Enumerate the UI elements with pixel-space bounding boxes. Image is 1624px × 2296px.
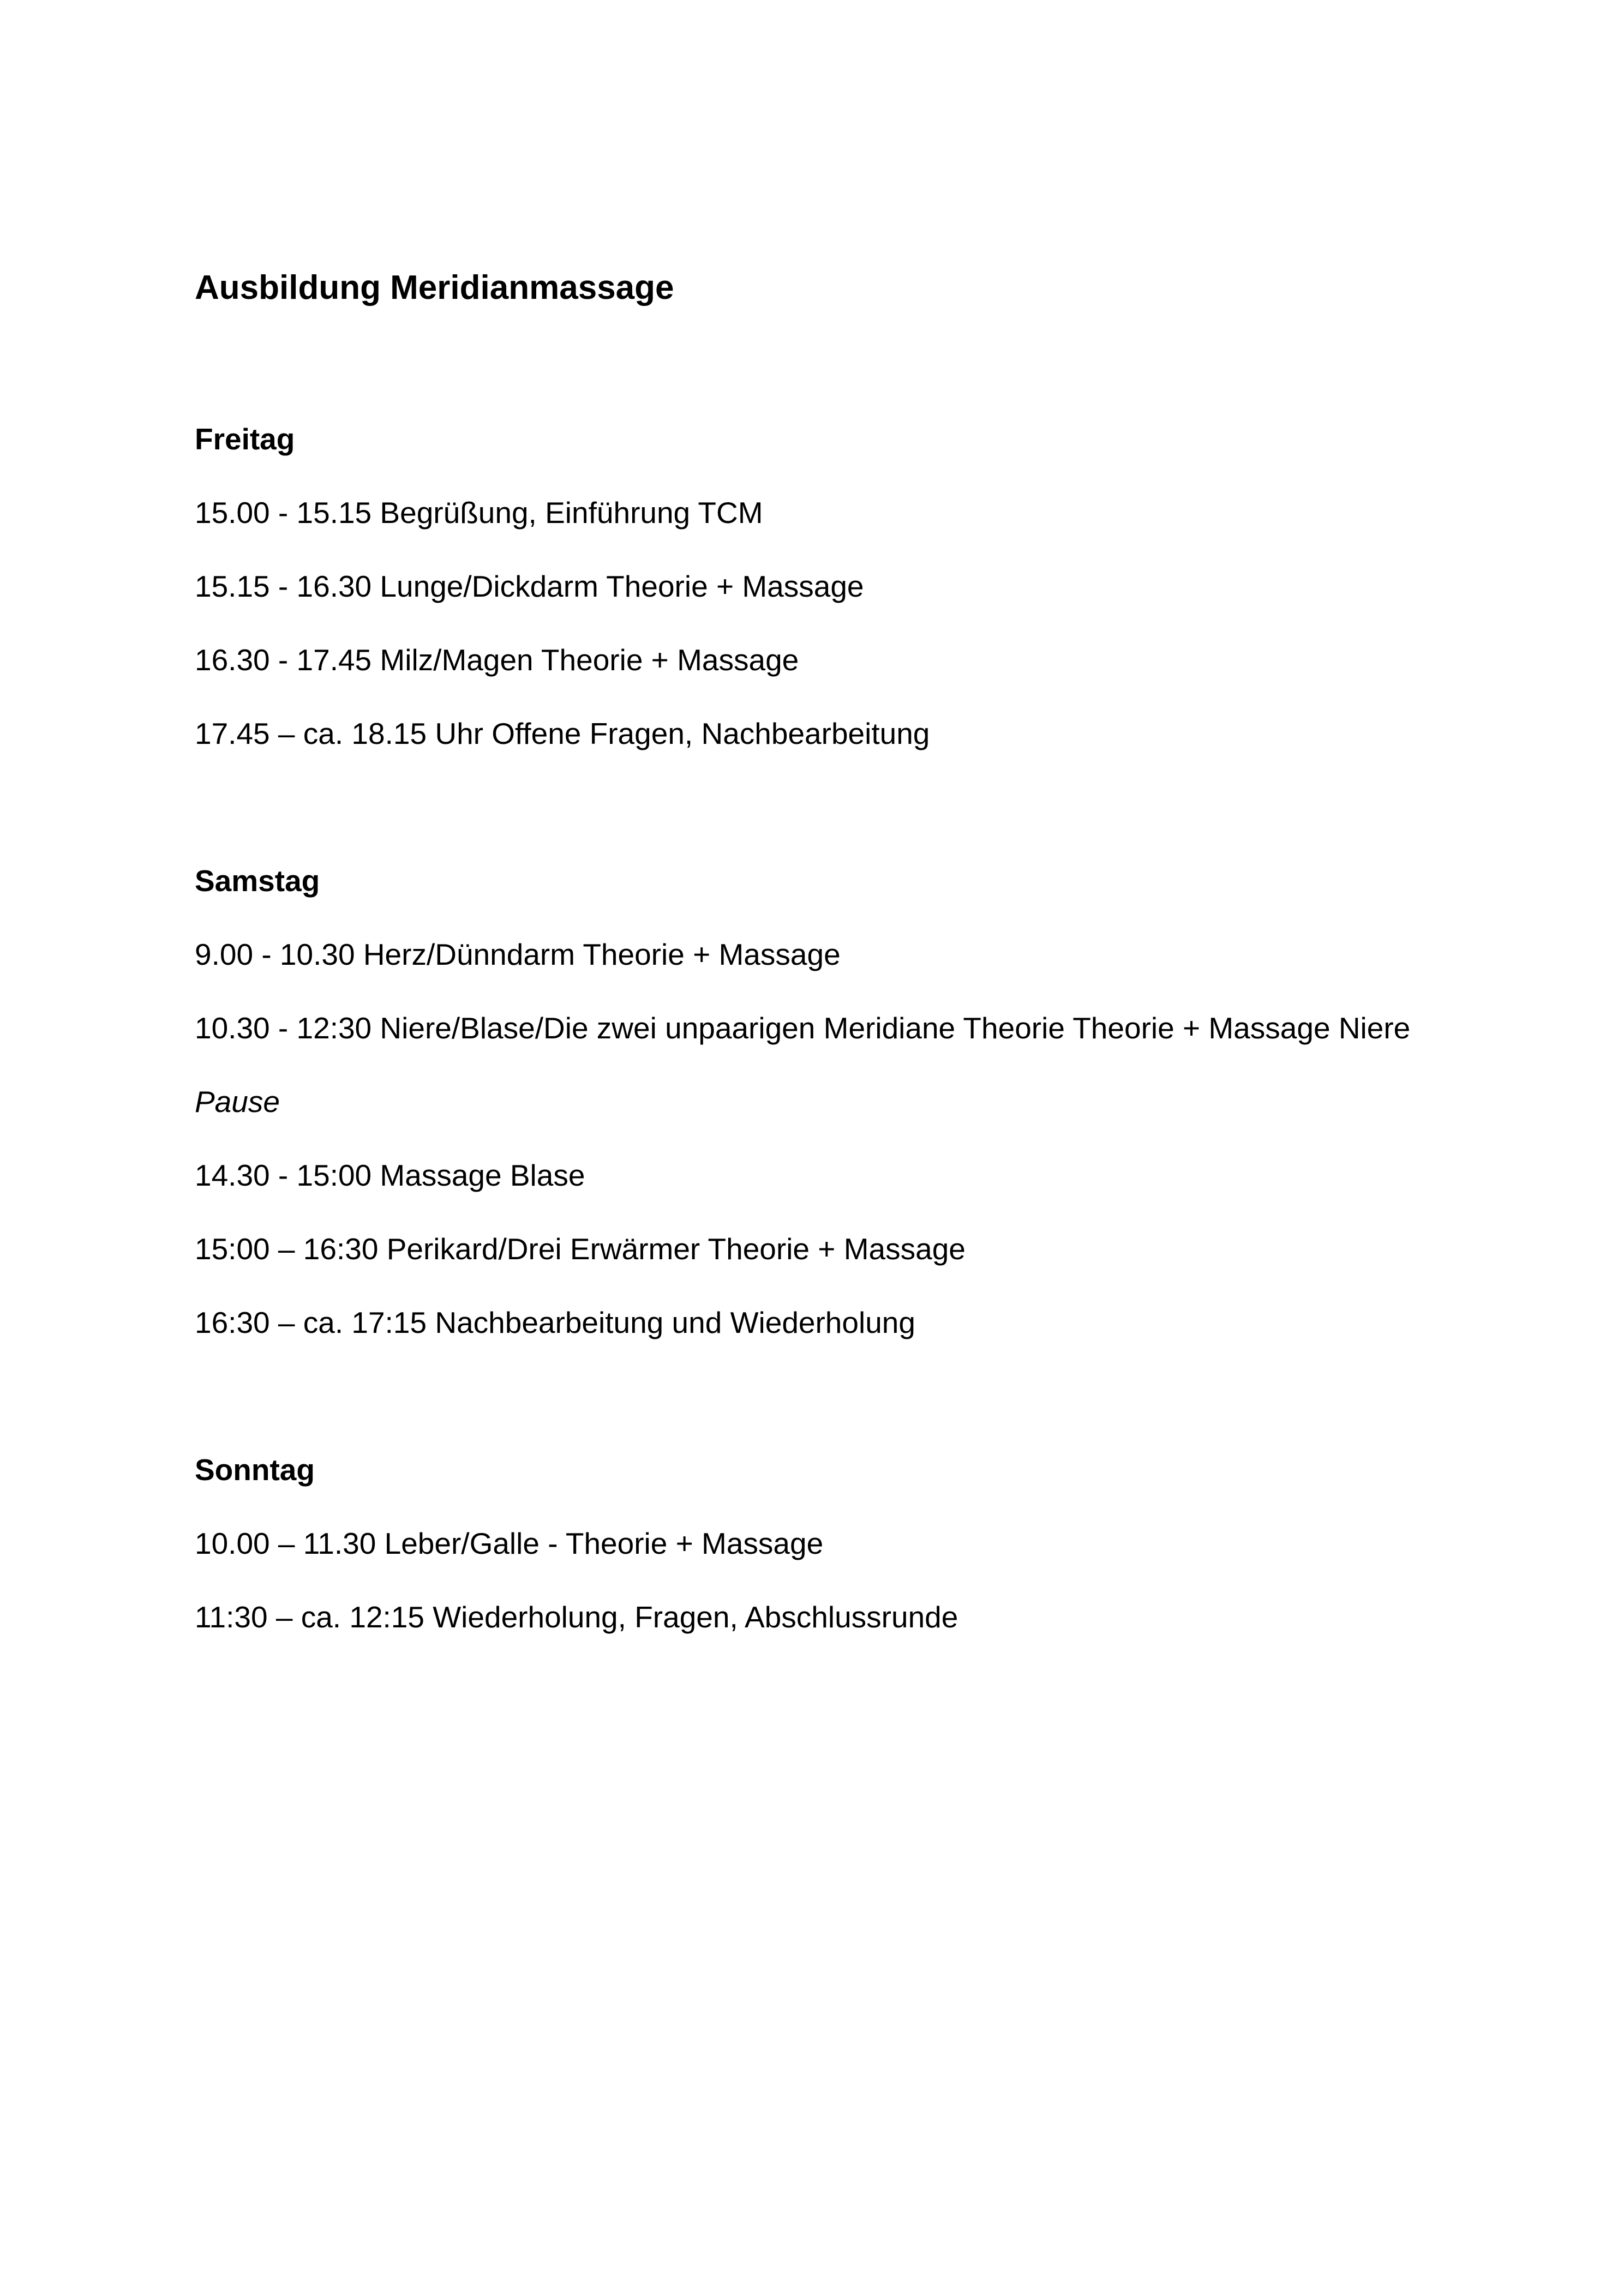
schedule-item: 17.45 – ca. 18.15 Uhr Offene Fragen, Nachbearbeitung xyxy=(195,717,930,750)
schedule-item: 15:00 – 16:30 Perikard/Drei Erwärmer Theorie + Massage xyxy=(195,1232,966,1266)
schedule-item: 16.30 - 17.45 Milz/Magen Theorie + Massage xyxy=(195,643,799,677)
document-title: Ausbildung Meridianmassage xyxy=(195,269,674,306)
schedule-item: 15.00 - 15.15 Begrüßung, Einführung TCM xyxy=(195,496,763,530)
pause-label: Pause xyxy=(195,1085,280,1119)
schedule-item: 14.30 - 15:00 Massage Blase xyxy=(195,1158,585,1192)
schedule-item: 16:30 – ca. 17:15 Nachbearbeitung und Wiederholung xyxy=(195,1306,915,1339)
schedule-item: 10.30 - 12:30 Niere/Blase/Die zwei unpaarigen Meridiane Theorie Theorie + Massage Niere xyxy=(195,1011,1411,1045)
day-heading-friday: Freitag xyxy=(195,422,295,456)
schedule-item: 11:30 – ca. 12:15 Wiederholung, Fragen, Abschlussrunde xyxy=(195,1600,958,1634)
schedule-item: 10.00 – 11.30 Leber/Galle - Theorie + Massage xyxy=(195,1526,824,1560)
schedule-item: 9.00 - 10.30 Herz/Dünndarm Theorie + Massage xyxy=(195,937,841,971)
day-heading-sunday: Sonntag xyxy=(195,1453,315,1487)
schedule-item: 15.15 - 16.30 Lunge/Dickdarm Theorie + Massage xyxy=(195,569,864,603)
day-heading-saturday: Samstag xyxy=(195,864,320,898)
